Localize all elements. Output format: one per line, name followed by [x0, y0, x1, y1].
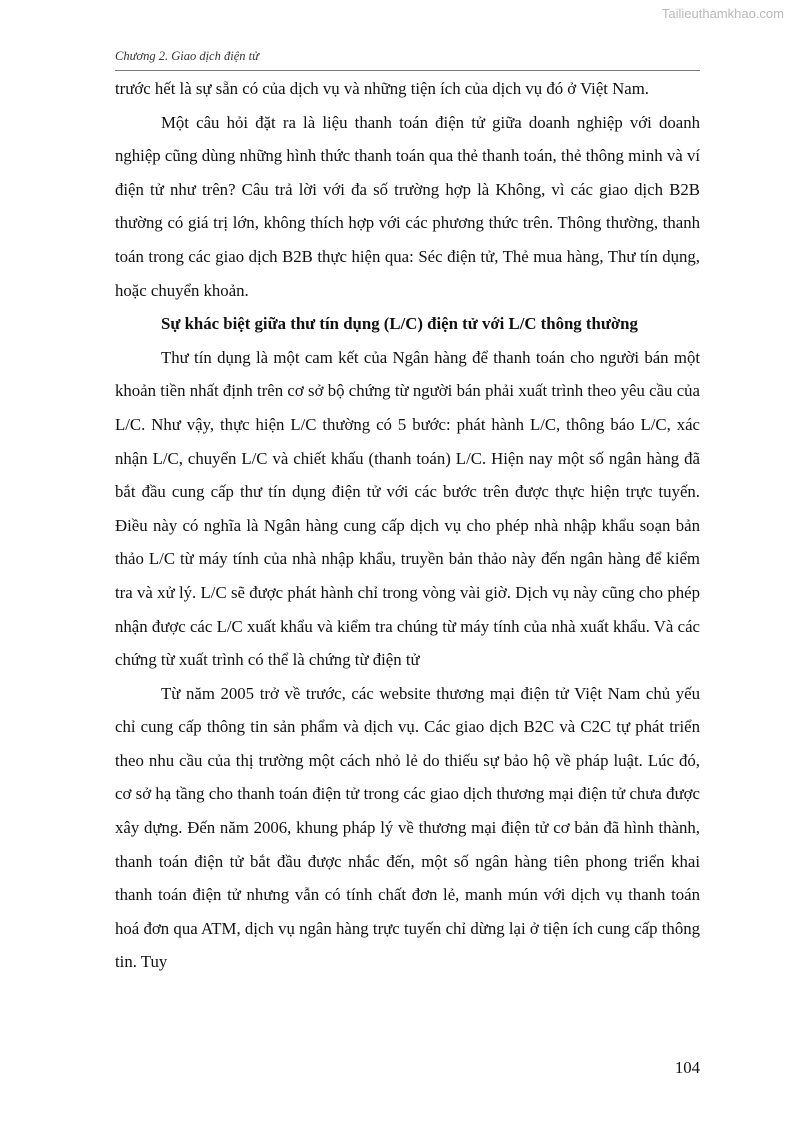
chapter-header: Chương 2. Giao dịch điện tử [115, 49, 700, 71]
page-number: 104 [674, 1058, 700, 1077]
paragraph-b2b-payment: Một câu hỏi đặt ra là liệu thanh toán điện tử giữa doanh nghiệp với doanh nghiệp cũng dùng những hình thức thanh toán qua thẻ thanh toán, thẻ thông minh và ví điện tử như trên? Câu trả lời với đa số trường hợp là Không, vì các giao dịch B2B thường có giá trị lớn, không thích hợp với các phương thức trên. Thông thường, thanh toán trong các giao dịch B2B thực hiện qua: Séc điện tử, Thẻ mua hàng, Thư tín dụng, hoặc chuyển khoản. [115, 112, 700, 300]
paragraph-continuation: trước hết là sự sẵn có của dịch vụ và những tiện ích của dịch vụ đó ở Việt Nam. [115, 79, 649, 98]
watermark: Tailieuthamkhao.com [661, 6, 784, 21]
page-body [115, 72, 700, 979]
section-heading: Sự khác biệt giữa thư tín dụng (L/C) điện tử với L/C thông thường [161, 314, 638, 334]
paragraph-vietnam-history: Từ năm 2005 trở về trước, các website thương mại điện tử Việt Nam chủ yếu chỉ cung cấp thông tin sản phẩm và dịch vụ. Các giao dịch B2C và C2C tự phát triển theo nhu cầu của thị trường một cách nhỏ lẻ do thiếu sự bảo hộ về pháp luật. Lúc đó, cơ sở hạ tầng cho thanh toán điện tử trong các giao dịch thương mại điện tử chưa được xây dựng. Đến năm 2006, khung pháp lý về thương mại điện tử cơ bản đã hình thành, thanh toán điện tử bắt đầu được nhắc đến, một số ngân hàng tiên phong triển khai thanh toán điện tử nhưng vẫn có tính chất đơn lẻ, manh mún với dịch vụ thanh toán hoá đơn qua ATM, dịch vụ ngân hàng trực tuyến chỉ dừng lại ở tiện ích cung cấp thông tin. Tuy [115, 683, 700, 972]
paragraph-letter-of-credit: Thư tín dụng là một cam kết của Ngân hàng để thanh toán cho người bán một khoản tiền nhất định trên cơ sở bộ chứng từ người bán phải xuất trình theo yêu cầu của L/C. Như vậy, thực hiện L/C thường có 5 bước: phát hành L/C, thông báo L/C, xác nhận L/C, chuyển L/C và chiết khấu (thanh toán) L/C. Hiện nay một số ngân hàng đã bắt đầu cung cấp thư tín dụng điện tử với các bước trên được thực hiện trực tuyến. Điều này có nghĩa là Ngân hàng cung cấp dịch vụ cho phép nhà nhập khẩu soạn bản thảo L/C từ máy tính của nhà nhập khẩu, truyền bản thảo này đến ngân hàng để kiểm tra và xử lý. L/C sẽ được phát hành chỉ trong vòng vài giờ. Dịch vụ này cũng cho phép nhận được các L/C xuất khẩu và kiểm tra chúng từ máy tính của nhà xuất khẩu. Và các chứng từ xuất trình có thể là chứng từ điện tử [115, 347, 700, 670]
